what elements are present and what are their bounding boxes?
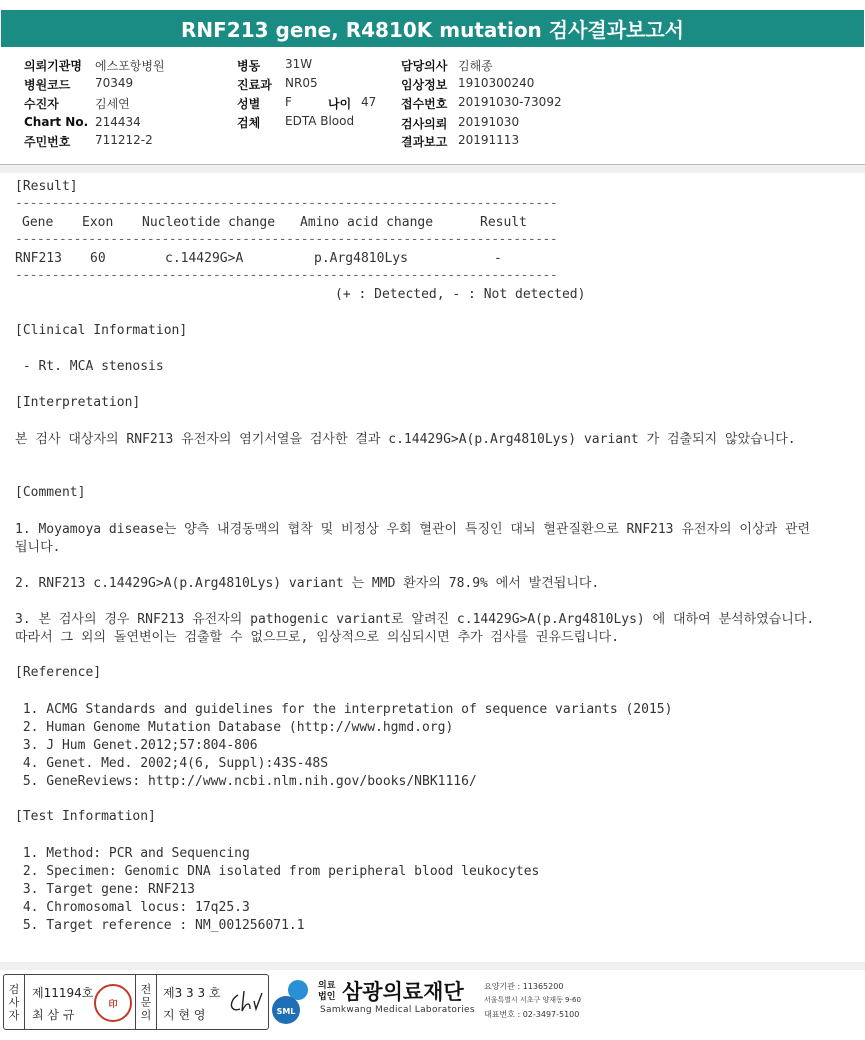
clinical-text: - Rt. MCA stenosis	[15, 359, 164, 374]
reference-item: 1. ACMG Standards and guidelines for the interpretation of sequence variants (2015)	[15, 702, 673, 717]
info-value: 김해종	[458, 59, 493, 73]
info-label: 진료과	[237, 78, 272, 92]
report-title: RNF213 gene, R4810K mutation 검사결과보고서	[1, 10, 864, 47]
org-name: 삼광의료재단	[342, 980, 464, 1004]
info-label: 주민번호	[24, 135, 71, 149]
reference-item: 2. Human Genome Mutation Database (http://www.hgmd.org)	[15, 720, 454, 735]
section-heading-result: [Result]	[15, 179, 78, 194]
divider	[0, 165, 865, 173]
section-heading-clinical: [Clinical Information]	[15, 323, 188, 338]
seal-stamp-icon: 印	[94, 984, 132, 1022]
section-heading-reference: [Reference]	[15, 665, 102, 680]
divider: --------------------------------------------------------------------------	[15, 232, 558, 247]
info-label: 수진자	[24, 97, 59, 111]
org-type-label: 의료 법인	[318, 981, 336, 1002]
info-value: 214434	[95, 115, 141, 129]
reference-item: 4. Genet. Med. 2002;4(6, Suppl):43S-48S	[15, 756, 329, 771]
table-cell: 60	[90, 251, 106, 266]
info-label: 결과보고	[401, 135, 448, 149]
info-value: 20191030	[458, 115, 520, 129]
info-value: 에스포항병원	[95, 59, 165, 73]
examiner-name: 최 삼 규	[32, 1008, 75, 1022]
table-cell: RNF213	[15, 251, 62, 266]
specialist-license: 제3 3 3 호	[163, 986, 221, 1000]
divider: --------------------------------------------------------------------------	[15, 196, 558, 211]
divider	[0, 962, 865, 970]
result-table-header	[0, 215, 600, 233]
reference-item: 3. J Hum Genet.2012;57:804-806	[15, 738, 258, 753]
svg-text:SML: SML	[276, 1007, 296, 1016]
result-legend: (+ : Detected, - : Not detected)	[335, 287, 586, 302]
table-cell: p.Arg4810Lys	[314, 251, 408, 266]
reference-item: 5. GeneReviews: http://www.ncbi.nlm.nih.gov/books/NBK1116/	[15, 774, 477, 789]
examiner-label: 검 사 자	[4, 975, 25, 1029]
sml-logo-icon	[270, 976, 314, 1026]
info-value: 70349	[95, 76, 134, 90]
info-label: 병동	[237, 59, 261, 73]
info-value: F	[285, 95, 292, 109]
section-heading-test-info: [Test Information]	[15, 809, 156, 824]
info-value: 711212-2	[95, 133, 153, 147]
table-cell: -	[494, 251, 502, 266]
signature-icon	[226, 987, 266, 1017]
info-label: 담당의사	[401, 59, 448, 73]
info-value: 20191030-73092	[458, 95, 562, 109]
specialist-label: 전 문 의	[135, 975, 157, 1029]
info-value: NR05	[285, 76, 318, 90]
test-info-item: 3. Target gene: RNF213	[15, 882, 196, 897]
column-header: Exon	[82, 215, 114, 230]
column-header: Gene	[22, 215, 54, 230]
info-value: 1910300240	[458, 76, 535, 90]
info-label: 병원코드	[24, 78, 71, 92]
info-label: Chart No.	[24, 115, 89, 129]
specialist-name: 지 현 영	[163, 1008, 206, 1022]
org-phone: 대표번호 : 02-3497-5100	[484, 1010, 580, 1019]
info-label: 성별	[237, 97, 261, 111]
section-heading-comment: [Comment]	[15, 485, 86, 500]
info-value: 20191113	[458, 133, 520, 147]
info-label: 나이	[328, 97, 352, 111]
info-label: 의뢰기관명	[24, 59, 82, 73]
info-value: 31W	[285, 57, 313, 71]
comment-item: 1. Moyamoya disease는 양측 내경동맥의 협착 및 비정상 우회 혈관이 특징인 대뇌 혈관질환으로 RNF213 유전자의 이상과 관련됩니다.	[15, 522, 811, 555]
info-label: 임상정보	[401, 78, 448, 92]
info-value: 47	[361, 95, 377, 109]
info-label: 검체	[237, 116, 261, 130]
table-cell: c.14429G>A	[165, 251, 244, 266]
patient-info-panel	[0, 47, 865, 165]
table-row	[0, 251, 600, 269]
signature-box	[3, 974, 269, 1030]
column-header: Nucleotide change	[142, 215, 276, 230]
care-institution-no: 요양기관 : 11365200	[484, 982, 564, 991]
column-header: Amino acid change	[300, 215, 434, 230]
org-address: 서울특별시 서초구 양재동 9-60	[484, 996, 581, 1004]
section-heading-interpretation: [Interpretation]	[15, 395, 141, 410]
test-info-item: 5. Target reference : NM_001256071.1	[15, 918, 305, 933]
info-value: EDTA Blood	[285, 114, 355, 128]
info-label: 검사의뢰	[401, 117, 448, 131]
interpretation-text: 본 검사 대상자의 RNF213 유전자의 염기서열을 검사한 결과 c.14429G>A(p.Arg4810Lys) variant 가 검출되지 않았습니다.	[15, 432, 796, 447]
test-info-item: 1. Method: PCR and Sequencing	[15, 846, 250, 861]
test-info-item: 4. Chromosomal locus: 17q25.3	[15, 900, 250, 915]
divider: --------------------------------------------------------------------------	[15, 268, 558, 283]
info-value: 김세연	[95, 97, 130, 111]
comment-item: 3. 본 검사의 경우 RNF213 유전자의 pathogenic variant로 알려진 c.14429G>A(p.Arg4810Lys) 에 대하여 분석하였습니다. 따라서 그 외의 돌연변이는 검출할 수 없으므로, 임상적으로 의심되시면 추가 검사를 권유드립니다.	[15, 612, 815, 645]
org-name-en: Samkwang Medical Laboratories	[320, 1005, 475, 1015]
test-info-item: 2. Specimen: Genomic DNA isolated from peripheral blood leukocytes	[15, 864, 540, 879]
examiner-license: 제11194호	[32, 986, 94, 1000]
info-label: 접수번호	[401, 97, 448, 111]
column-header: Result	[480, 215, 527, 230]
comment-item: 2. RNF213 c.14429G>A(p.Arg4810Lys) variant 는 MMD 환자의 78.9% 에서 발견됩니다.	[15, 576, 600, 591]
